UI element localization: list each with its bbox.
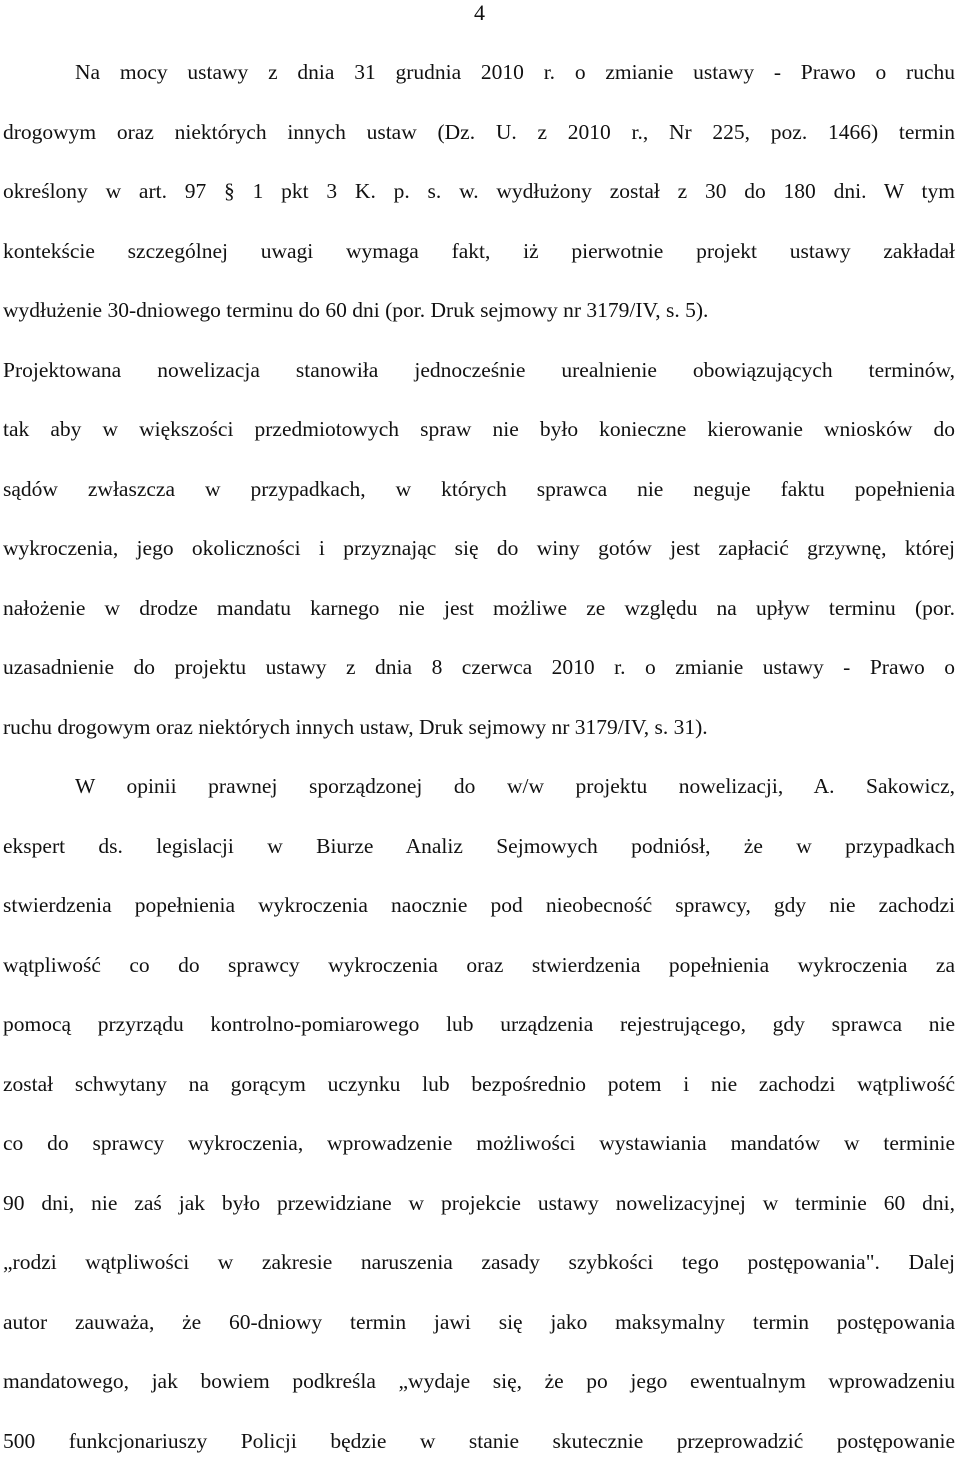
text-line: kontekście szczególnej uwagi wymaga fakt, iż pierwotnie projekt ustawy zakładał xyxy=(3,222,955,282)
text-line: autor zauważa, że 60-dniowy termin jawi się jako maksymalny termin postępowania xyxy=(3,1293,955,1353)
text-line: nałożenie w drodze mandatu karnego nie jest możliwe ze względu na upływ terminu (por. xyxy=(3,579,955,639)
text-line: stwierdzenia popełnienia wykroczenia naocznie pod nieobecność sprawcy, gdy nie zachodzi xyxy=(3,876,955,936)
text-line: W opinii prawnej sporządzonej do w/w projektu nowelizacji, A. Sakowicz, xyxy=(3,757,955,817)
text-line: „rodzi wątpliwości w zakresie naruszenia zasady szybkości tego postępowania". Dalej xyxy=(3,1233,955,1293)
text-line: określony w art. 97 § 1 pkt 3 K. p. s. w. wydłużony został z 30 do 180 dni. W tym xyxy=(3,162,955,222)
text-line: mandatowego, jak bowiem podkreśla „wydaje się, że po jego ewentualnym wprowadzeniu xyxy=(3,1352,955,1412)
text-line: drogowym oraz niektórych innych ustaw (Dz. U. z 2010 r., Nr 225, poz. 1466) termin xyxy=(3,103,955,163)
text-line: co do sprawcy wykroczenia, wprowadzenie możliwości wystawiania mandatów w terminie xyxy=(3,1114,955,1174)
text-line: został schwytany na gorącym uczynku lub bezpośrednio potem i nie zachodzi wątpliwość xyxy=(3,1055,955,1115)
text-line: 500 funkcjonariuszy Policji będzie w stanie skutecznie przeprowadzić postępowanie xyxy=(3,1412,955,1471)
document-body xyxy=(3,43,955,1471)
text-line: wydłużenie 30-dniowego terminu do 60 dni (por. Druk sejmowy nr 3179/IV, s. 5). xyxy=(3,281,955,341)
text-line: ekspert ds. legislacji w Biurze Analiz Sejmowych podniósł, że w przypadkach xyxy=(3,817,955,877)
text-line: Projektowana nowelizacja stanowiła jednocześnie urealnienie obowiązujących terminów, xyxy=(3,341,955,401)
text-line: sądów zwłaszcza w przypadkach, w których sprawca nie neguje faktu popełnienia xyxy=(3,460,955,520)
text-line: pomocą przyrządu kontrolno-pomiarowego lub urządzenia rejestrującego, gdy sprawca nie xyxy=(3,995,955,1055)
text-line: Na mocy ustawy z dnia 31 grudnia 2010 r. o zmianie ustawy - Prawo o ruchu xyxy=(3,43,955,103)
text-line: ruchu drogowym oraz niektórych innych ustaw, Druk sejmowy nr 3179/IV, s. 31). xyxy=(3,698,955,758)
text-line: tak aby w większości przedmiotowych spraw nie było konieczne kierowanie wniosków do xyxy=(3,400,955,460)
text-line: uzasadnienie do projektu ustawy z dnia 8 czerwca 2010 r. o zmianie ustawy - Prawo o xyxy=(3,638,955,698)
text-line: 90 dni, nie zaś jak było przewidziane w projekcie ustawy nowelizacyjnej w terminie 60 dni, xyxy=(3,1174,955,1234)
page-number: 4 xyxy=(474,2,485,24)
text-line: wątpliwość co do sprawcy wykroczenia oraz stwierdzenia popełnienia wykroczenia za xyxy=(3,936,955,996)
text-line: wykroczenia, jego okoliczności i przyznając się do winy gotów jest zapłacić grzywnę, której xyxy=(3,519,955,579)
